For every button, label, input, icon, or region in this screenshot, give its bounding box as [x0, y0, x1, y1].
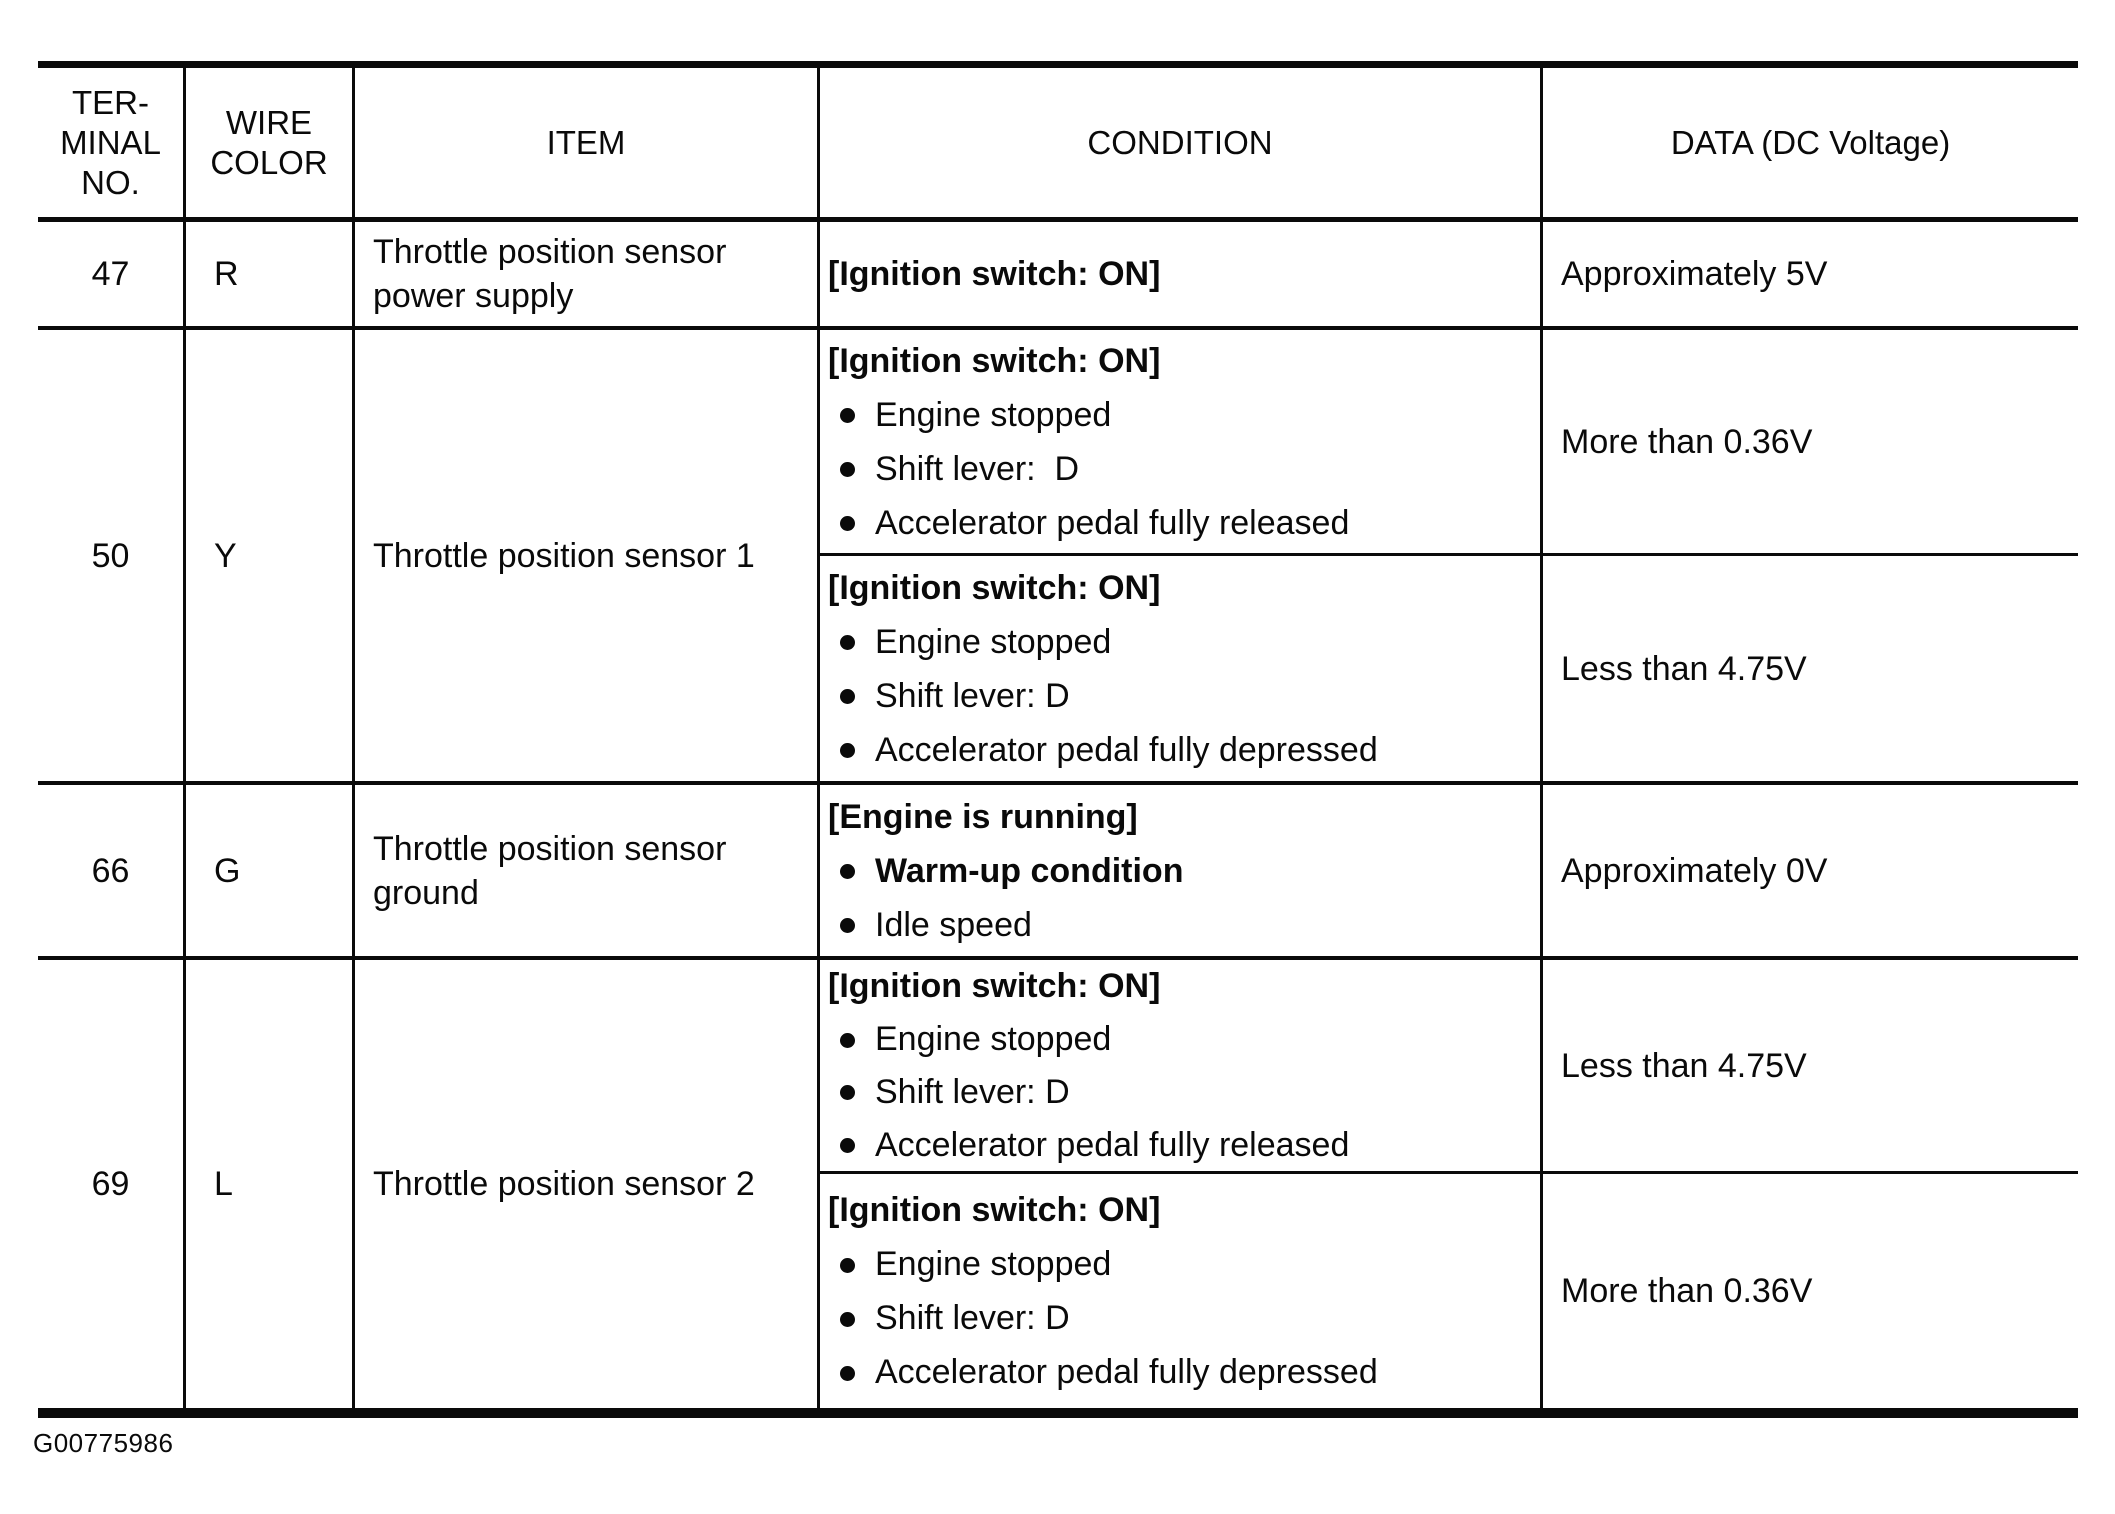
bullet-icon — [840, 1033, 855, 1048]
header-line: MINAL — [60, 123, 161, 161]
condition-header: [Engine is running] — [828, 797, 1138, 836]
condition-header: [Ignition switch: ON] — [828, 1191, 1161, 1229]
header-line: WIRE — [225, 103, 313, 141]
bullet-icon — [840, 689, 855, 704]
data-value: Approximately 5V — [1561, 255, 1828, 293]
figure-code: G00775986 — [33, 1428, 174, 1458]
condition-cell — [820, 960, 1543, 1174]
data-cell — [1543, 960, 2078, 1174]
condition-header: [Ignition switch: ON] — [828, 341, 1161, 380]
data-value: More than 0.36V — [1561, 422, 1813, 461]
terminal-no-cell: 66 — [38, 785, 186, 960]
condition-bullet: Accelerator pedal fully depressed — [828, 723, 1534, 777]
item-line: Throttle position sensor 2 — [373, 1165, 755, 1203]
item-line: Throttle position sensor — [373, 233, 727, 271]
header-line: NO. — [81, 163, 140, 201]
condition-bullet: Idle speed — [828, 898, 1534, 952]
condition-cell — [820, 556, 1543, 785]
item-line: Throttle position sensor 1 — [373, 536, 755, 575]
data-cell — [1543, 330, 2078, 556]
wire-color-cell: R — [186, 222, 355, 330]
condition-bullet: Shift lever: D — [828, 669, 1534, 723]
condition-header: [Ignition switch: ON] — [828, 967, 1161, 1006]
bullet-icon — [840, 516, 855, 531]
header-line: COLOR — [210, 143, 328, 181]
column-header-wire-color — [186, 68, 355, 222]
item-line: ground — [373, 873, 479, 912]
condition-bullet: Accelerator pedal fully released — [828, 496, 1534, 550]
bullet-icon — [840, 918, 855, 933]
bullet-icon — [840, 864, 855, 879]
item-cell — [355, 785, 820, 960]
item-cell — [355, 330, 820, 785]
bullet-icon — [840, 635, 855, 650]
condition-bullet: Warm-up condition — [828, 844, 1534, 898]
data-value: Less than 4.75V — [1561, 649, 1807, 688]
condition-bullet: Engine stopped — [828, 615, 1534, 669]
terminal-no-cell: 69 — [38, 960, 186, 1408]
terminal-no-cell: 50 — [38, 330, 186, 785]
wire-color-cell: L — [186, 960, 355, 1408]
ecm-terminal-table — [38, 61, 2078, 1418]
item-line: power supply — [373, 277, 574, 315]
condition-cell — [820, 1174, 1543, 1408]
terminal-no-cell: 47 — [38, 222, 186, 330]
condition-cell — [820, 222, 1543, 330]
header-line: ITEM — [546, 123, 626, 161]
bullet-icon — [840, 408, 855, 423]
column-header-condition — [820, 68, 1543, 222]
data-value: Less than 4.75V — [1561, 1046, 1807, 1085]
condition-header: [Ignition switch: ON] — [828, 568, 1161, 607]
wire-color-cell: Y — [186, 330, 355, 785]
item-cell — [355, 960, 820, 1408]
header-line: TER- — [72, 83, 149, 121]
bullet-icon — [840, 1258, 855, 1273]
data-value: More than 0.36V — [1561, 1272, 1813, 1310]
column-header-data-dc-voltage — [1543, 68, 2078, 222]
condition-header: [Ignition switch: ON] — [828, 255, 1161, 293]
condition-bullet: Shift lever: D — [828, 1291, 1534, 1345]
condition-bullet: Shift lever: D — [828, 442, 1534, 496]
item-line: Throttle position sensor — [373, 829, 727, 868]
condition-bullet: Shift lever: D — [828, 1066, 1534, 1119]
data-cell — [1543, 222, 2078, 330]
data-cell — [1543, 1174, 2078, 1408]
condition-bullet: Engine stopped — [828, 1013, 1534, 1066]
data-cell — [1543, 785, 2078, 960]
header-line: DATA (DC Voltage) — [1670, 123, 1951, 161]
condition-cell — [820, 785, 1543, 960]
data-value: Approximately 0V — [1561, 851, 1828, 890]
bullet-icon — [840, 1085, 855, 1100]
data-cell — [1543, 556, 2078, 785]
column-header-item — [355, 68, 820, 222]
condition-bullet: Engine stopped — [828, 388, 1534, 442]
condition-bullet: Accelerator pedal fully depressed — [828, 1345, 1534, 1399]
item-cell — [355, 222, 820, 330]
header-line: CONDITION — [1087, 123, 1273, 161]
bullet-icon — [840, 1312, 855, 1327]
condition-bullet: Accelerator pedal fully released — [828, 1118, 1534, 1171]
condition-cell — [820, 330, 1543, 556]
wire-color-cell: G — [186, 785, 355, 960]
bullet-icon — [840, 1138, 855, 1153]
bullet-icon — [840, 1366, 855, 1381]
bullet-icon — [840, 743, 855, 758]
column-header-terminal-no — [38, 68, 186, 222]
bullet-icon — [840, 462, 855, 477]
condition-bullet: Engine stopped — [828, 1237, 1534, 1291]
